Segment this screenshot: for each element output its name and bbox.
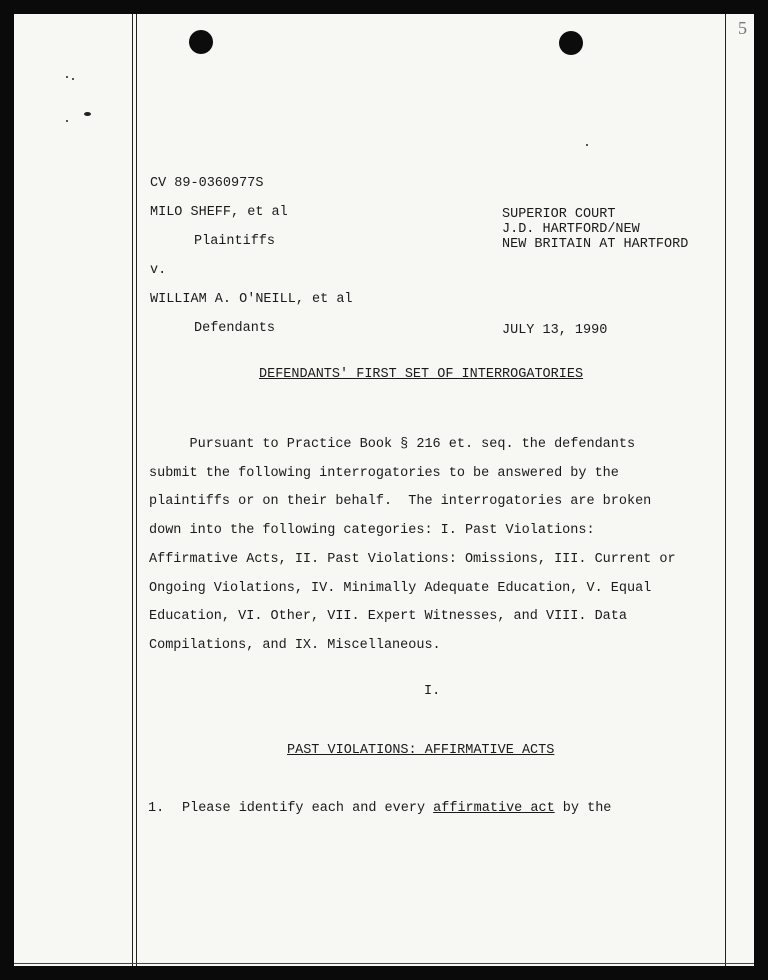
scan-speck <box>84 112 91 116</box>
section-heading: PAST VIOLATIONS: AFFIRMATIVE ACTS <box>287 743 555 758</box>
court-line-1: SUPERIOR COURT <box>502 207 616 222</box>
page-number: 5 <box>738 18 747 38</box>
intro-line: Affirmative Acts, II. Past Violations: Omissions, III. Current or <box>149 551 676 567</box>
left-margin-rule-2 <box>136 14 137 966</box>
intro-line: Ongoing Violations, IV. Minimally Adequate Education, V. Equal <box>149 580 652 596</box>
item-1-number: 1. <box>148 801 165 816</box>
defendant-role: Defendants <box>194 321 276 336</box>
versus-label: v. <box>150 263 167 278</box>
intro-line: Compilations, and IX. Miscellaneous. <box>149 637 441 653</box>
docket-number: CV 89-0360977S <box>150 176 264 191</box>
plaintiff-name: MILO SHEFF, et al <box>150 205 288 220</box>
court-line-3: NEW BRITAIN AT HARTFORD <box>502 237 689 252</box>
intro-line: Education, VI. Other, VII. Expert Witnesses, and VIII. Data <box>149 609 627 625</box>
filing-date: JULY 13, 1990 <box>502 323 608 338</box>
item-1-emphasis: affirmative act <box>433 801 555 816</box>
court-line-2: J.D. HARTFORD/NEW <box>502 222 640 237</box>
scan-speck <box>66 76 68 78</box>
section-numeral: I. <box>424 684 441 699</box>
item-1-prefix: Please identify each and every <box>182 801 426 816</box>
scan-speck <box>72 78 74 80</box>
bottom-edge-rule <box>14 963 754 964</box>
document-title: DEFENDANTS' FIRST SET OF INTERROGATORIES <box>259 367 584 382</box>
scan-speck <box>66 120 68 122</box>
item-1-text <box>182 801 611 816</box>
intro-line: submit the following interrogatories to be answered by the <box>149 465 619 481</box>
defendant-name: WILLIAM A. O'NEILL, et al <box>150 292 353 307</box>
intro-line: plaintiffs or on their behalf. The interrogatories are broken <box>149 494 652 510</box>
punch-hole-right <box>559 31 583 55</box>
intro-line: Pursuant to Practice Book § 216 et. seq. the defendants <box>149 437 636 452</box>
scan-speck <box>586 144 588 146</box>
plaintiff-role: Plaintiffs <box>194 234 276 249</box>
intro-line: down into the following categories: I. Past Violations: <box>149 523 595 539</box>
punch-hole-left <box>189 30 213 54</box>
document-page <box>14 14 754 966</box>
left-margin-rule-1 <box>132 14 133 966</box>
item-1-suffix: by the <box>562 801 612 816</box>
intro-paragraph <box>149 431 739 661</box>
